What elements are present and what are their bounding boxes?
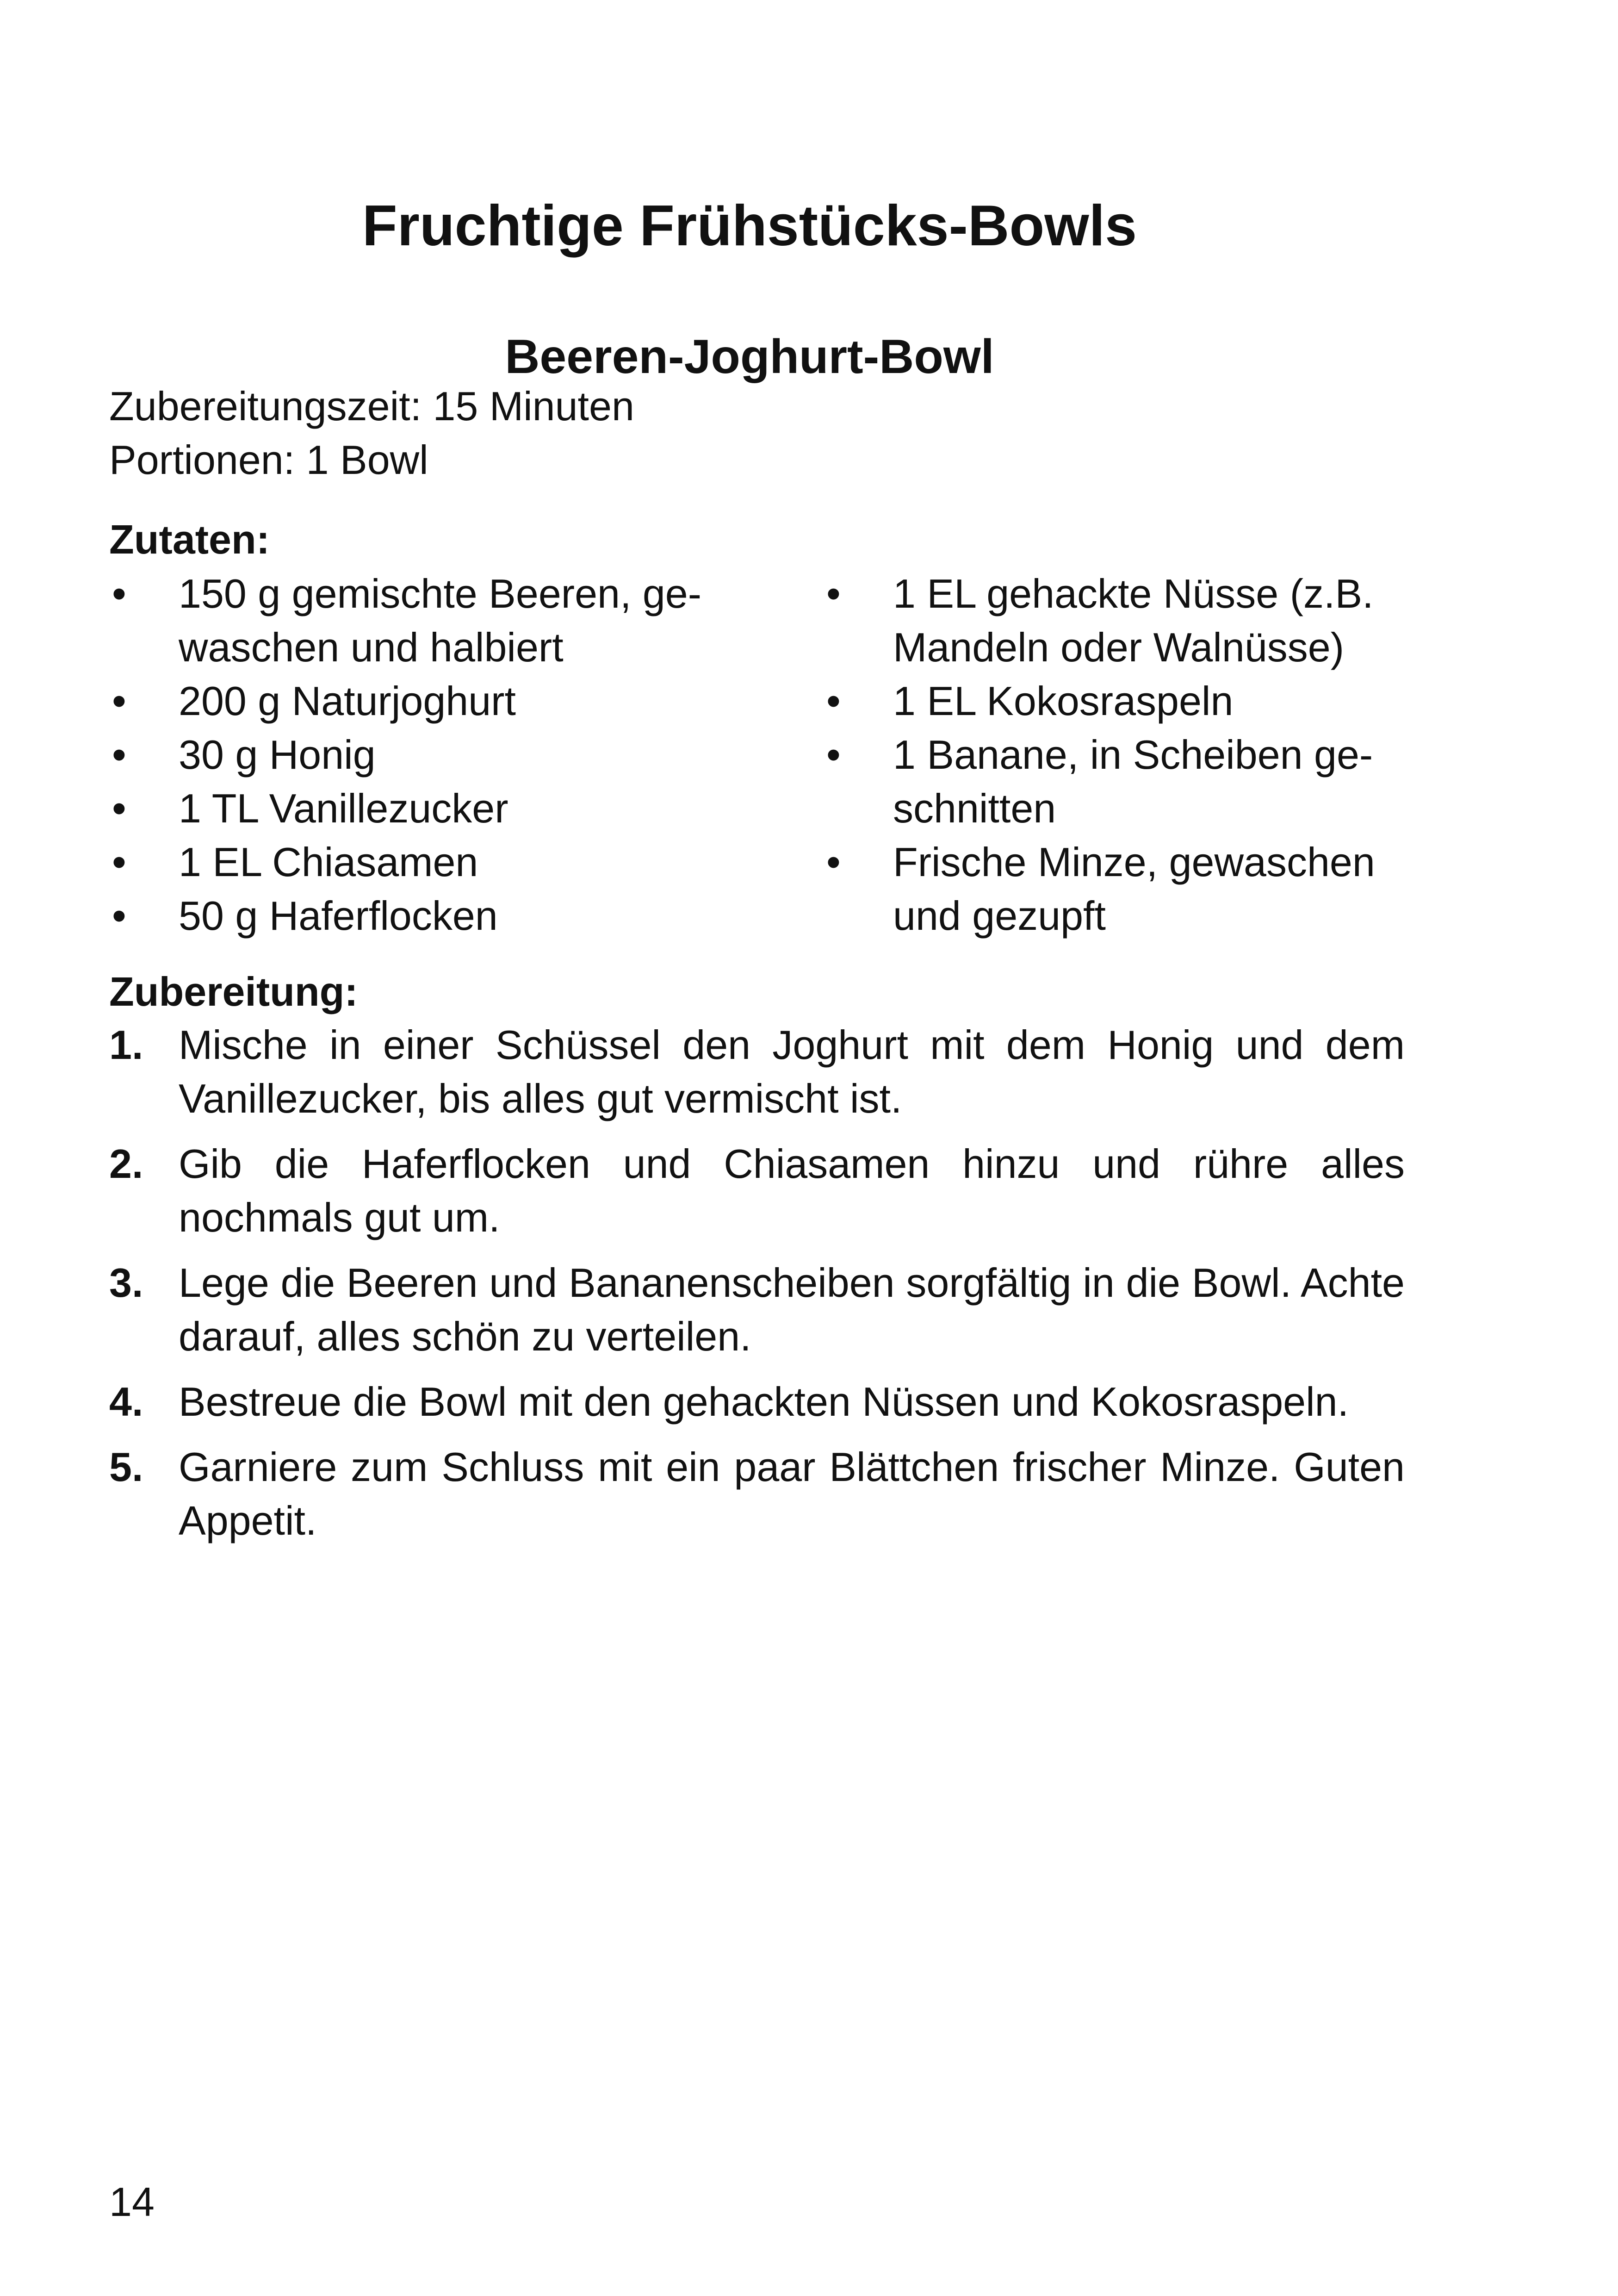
bullet-icon: • [826,839,841,885]
list-item [824,835,1407,943]
step-text: Mische in einer Schüssel den Joghurt mit dem Honig und dem Vanillezucker, bis alles gut vermischt ist. [179,1022,1405,1121]
step-text: Bestreue die Bowl mit den gehackten Nüssen und Kokosraspeln. [179,1379,1349,1425]
bullet-icon: • [826,678,841,724]
ingredients-list-left [109,567,734,943]
page-number: 14 [109,2179,155,2225]
step-text: Lege die Beeren und Bananenscheiben sorgfältig in die Bowl. Achte darauf, alles schön zu verteilen. [179,1260,1405,1359]
bullet-icon: • [112,678,126,724]
bullet-icon: • [112,732,126,778]
step-number: 3. [109,1260,143,1306]
steps-heading: Zubereitung: [109,969,358,1014]
bullet-icon: • [112,785,126,831]
bullet-icon: • [112,839,126,885]
list-item [109,889,734,943]
bullet-icon: • [112,893,126,939]
ingredient-text: 1 EL Chiasamen [179,839,478,885]
step-text: Gib die Haferflocken und Chiasamen hinzu und rühre alles nochmals gut um. [179,1141,1405,1240]
ingredient-text: 1 EL Kokosraspeln [893,678,1234,724]
step-text: Garniere zum Schluss mit ein paar Blättchen frischer Minze. Guten Appetit. [179,1444,1405,1543]
ingredient-text: 1 EL gehackte Nüsse (z.B. Mandeln oder Walnüsse) [893,571,1374,670]
list-item [824,674,1407,728]
step-number: 2. [109,1141,143,1187]
list-item [824,728,1407,835]
list-item [824,567,1407,674]
ingredients-heading: Zutaten: [109,516,270,562]
recipe-title: Beeren-Joghurt-Bowl [505,330,994,384]
step-number: 1. [109,1022,143,1068]
list-item [109,674,734,728]
step-item [109,1375,1405,1429]
step-item [109,1440,1405,1548]
step-item [109,1137,1405,1244]
ingredient-text: 1 TL Vanillezucker [179,785,508,831]
steps-list [109,1018,1405,1559]
page-title: Fruchtige Frühstücks-Bowls [362,194,1137,258]
ingredient-text: 150 g gemischte Beeren, gewaschen und halbiert [179,571,702,670]
ingredient-text: 1 Banane, in Scheiben geschnitten [893,732,1373,831]
list-item [109,728,734,782]
list-item [109,835,734,889]
ingredients-list-right [824,567,1407,943]
list-item [109,567,734,674]
bullet-icon: • [826,732,841,778]
bullet-icon: • [826,571,841,616]
step-number: 4. [109,1379,143,1425]
list-item [109,782,734,835]
step-number: 5. [109,1444,143,1490]
ingredient-text: 50 g Haferflocken [179,893,498,939]
bullet-icon: • [112,571,126,616]
ingredient-text: 200 g Naturjoghurt [179,678,516,724]
step-item [109,1018,1405,1126]
ingredient-text: Frische Minze, gewaschen und gezupft [893,839,1375,939]
prep-time: Zubereitungszeit: 15 Minuten [109,383,634,429]
portions: Portionen: 1 Bowl [109,437,428,483]
step-item [109,1256,1405,1363]
ingredient-text: 30 g Honig [179,732,376,778]
